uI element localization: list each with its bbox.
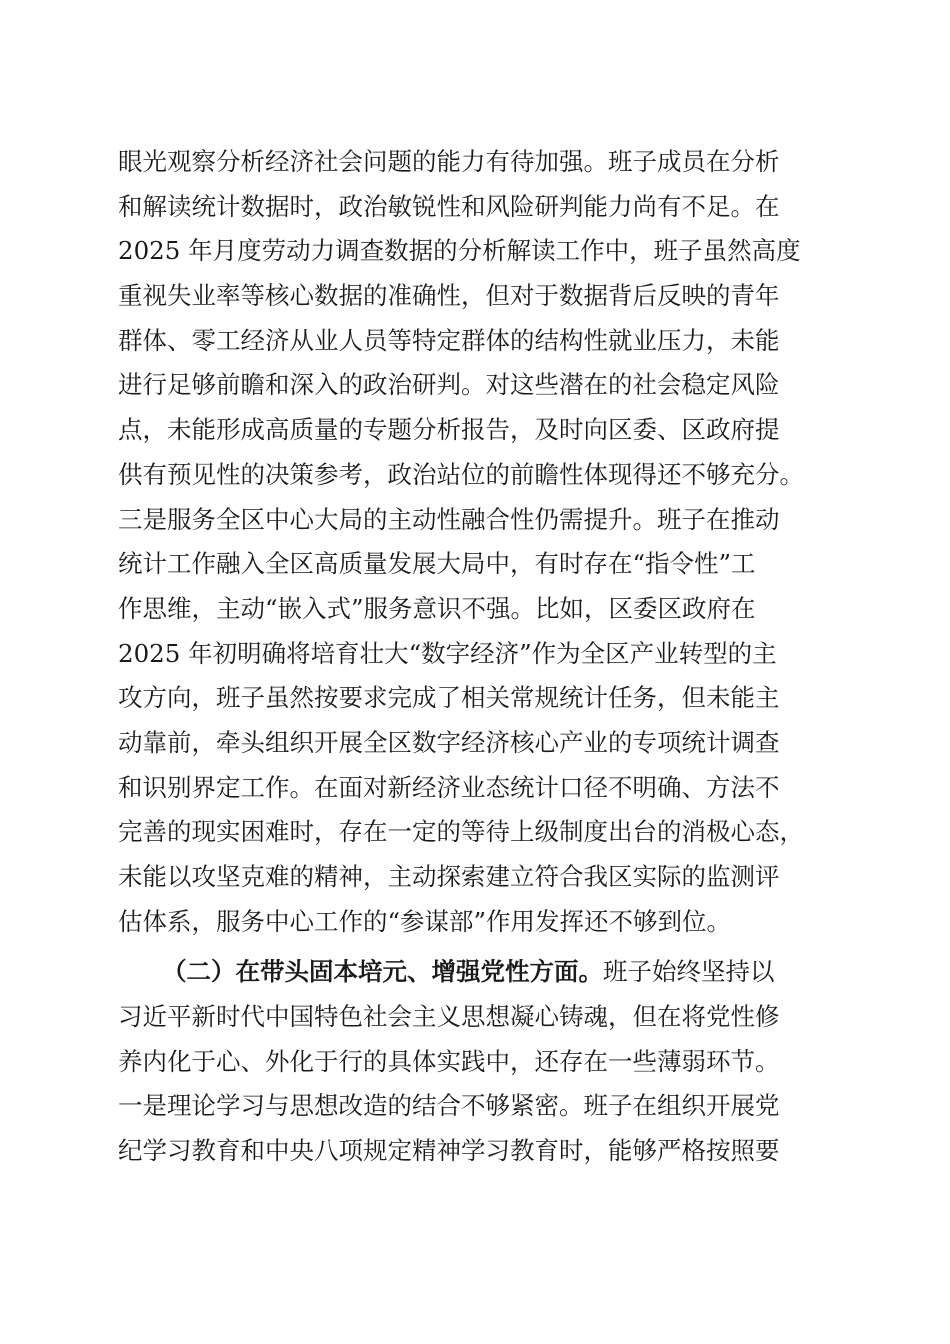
document-body bbox=[118, 140, 834, 1174]
text-line: 一是理论学习与思想改造的结合不够紧密。班子在组织开展党 bbox=[118, 1091, 780, 1121]
text-line: 2025 年初明确将培育壮大“数字经济”作为全区产业转型的主 bbox=[118, 638, 777, 668]
text-line: 和解读统计数据时，政治敏锐性和风险研判能力尚有不足。在 bbox=[118, 191, 780, 221]
text-line: 2025 年月度劳动力调查数据的分析解读工作中，班子虽然高度 bbox=[118, 236, 801, 266]
section-first-line bbox=[118, 950, 834, 995]
text-line: 动靠前，牵头组织开展全区数字经济核心产业的专项统计调查 bbox=[118, 727, 780, 757]
text-line: 眼光观察分析经济社会问题的能力有待加强。班子成员在分析 bbox=[118, 147, 780, 176]
text-line: 重视失业率等核心数据的准确性，但对于数据背后反映的青年 bbox=[118, 281, 780, 311]
text-line: 群体、零工经济从业人员等特定群体的结构性就业压力，未能 bbox=[118, 325, 780, 355]
text-line: 未能以攻坚克难的精神，主动探索建立符合我区实际的监测评 bbox=[118, 862, 780, 891]
text-line: 纪学习教育和中央八项规定精神学习教育时，能够严格按照要 bbox=[118, 1136, 780, 1166]
section-first-line-rest: 班子始终坚持以 bbox=[603, 957, 775, 987]
text-line: 习近平新时代中国特色社会主义思想凝心铸魂，但在将党性修 bbox=[118, 1002, 780, 1032]
text-line: 进行足够前瞻和深入的政治研判。对这些潜在的社会稳定风险 bbox=[118, 370, 780, 400]
text-line: 和识别界定工作。在面对新经济业态统计口径不明确、方法不 bbox=[118, 772, 780, 802]
text-line: 供有预见性的决策参考，政治站位的前瞻性体现得还不够充分。 bbox=[118, 459, 804, 489]
text-line: 统计工作融入全区高质量发展大局中，有时存在“指令性”工 bbox=[118, 549, 756, 579]
text-line: 三是服务全区中心大局的主动性融合性仍需提升。班子在推动 bbox=[118, 504, 780, 534]
text-line: 攻方向，班子虽然按要求完成了相关常规统计任务，但未能主 bbox=[118, 683, 780, 713]
text-line: 点，未能形成高质量的专题分析报告，及时向区委、区政府提 bbox=[118, 415, 780, 445]
text-line: 完善的现实困难时，存在一定的等待上级制度出台的消极心态， bbox=[118, 817, 804, 847]
text-line: 估体系，服务中心工作的“参谋部”作用发挥还不够到位。 bbox=[118, 906, 732, 936]
section-heading: （二）在带头固本培元、增强党性方面。 bbox=[162, 957, 603, 987]
text-line: 作思维，主动“嵌入式”服务意识不强。比如，区委区政府在 bbox=[118, 593, 756, 623]
text-line: 养内化于心、外化于行的具体实践中，还存在一些薄弱环节。 bbox=[118, 1046, 780, 1076]
